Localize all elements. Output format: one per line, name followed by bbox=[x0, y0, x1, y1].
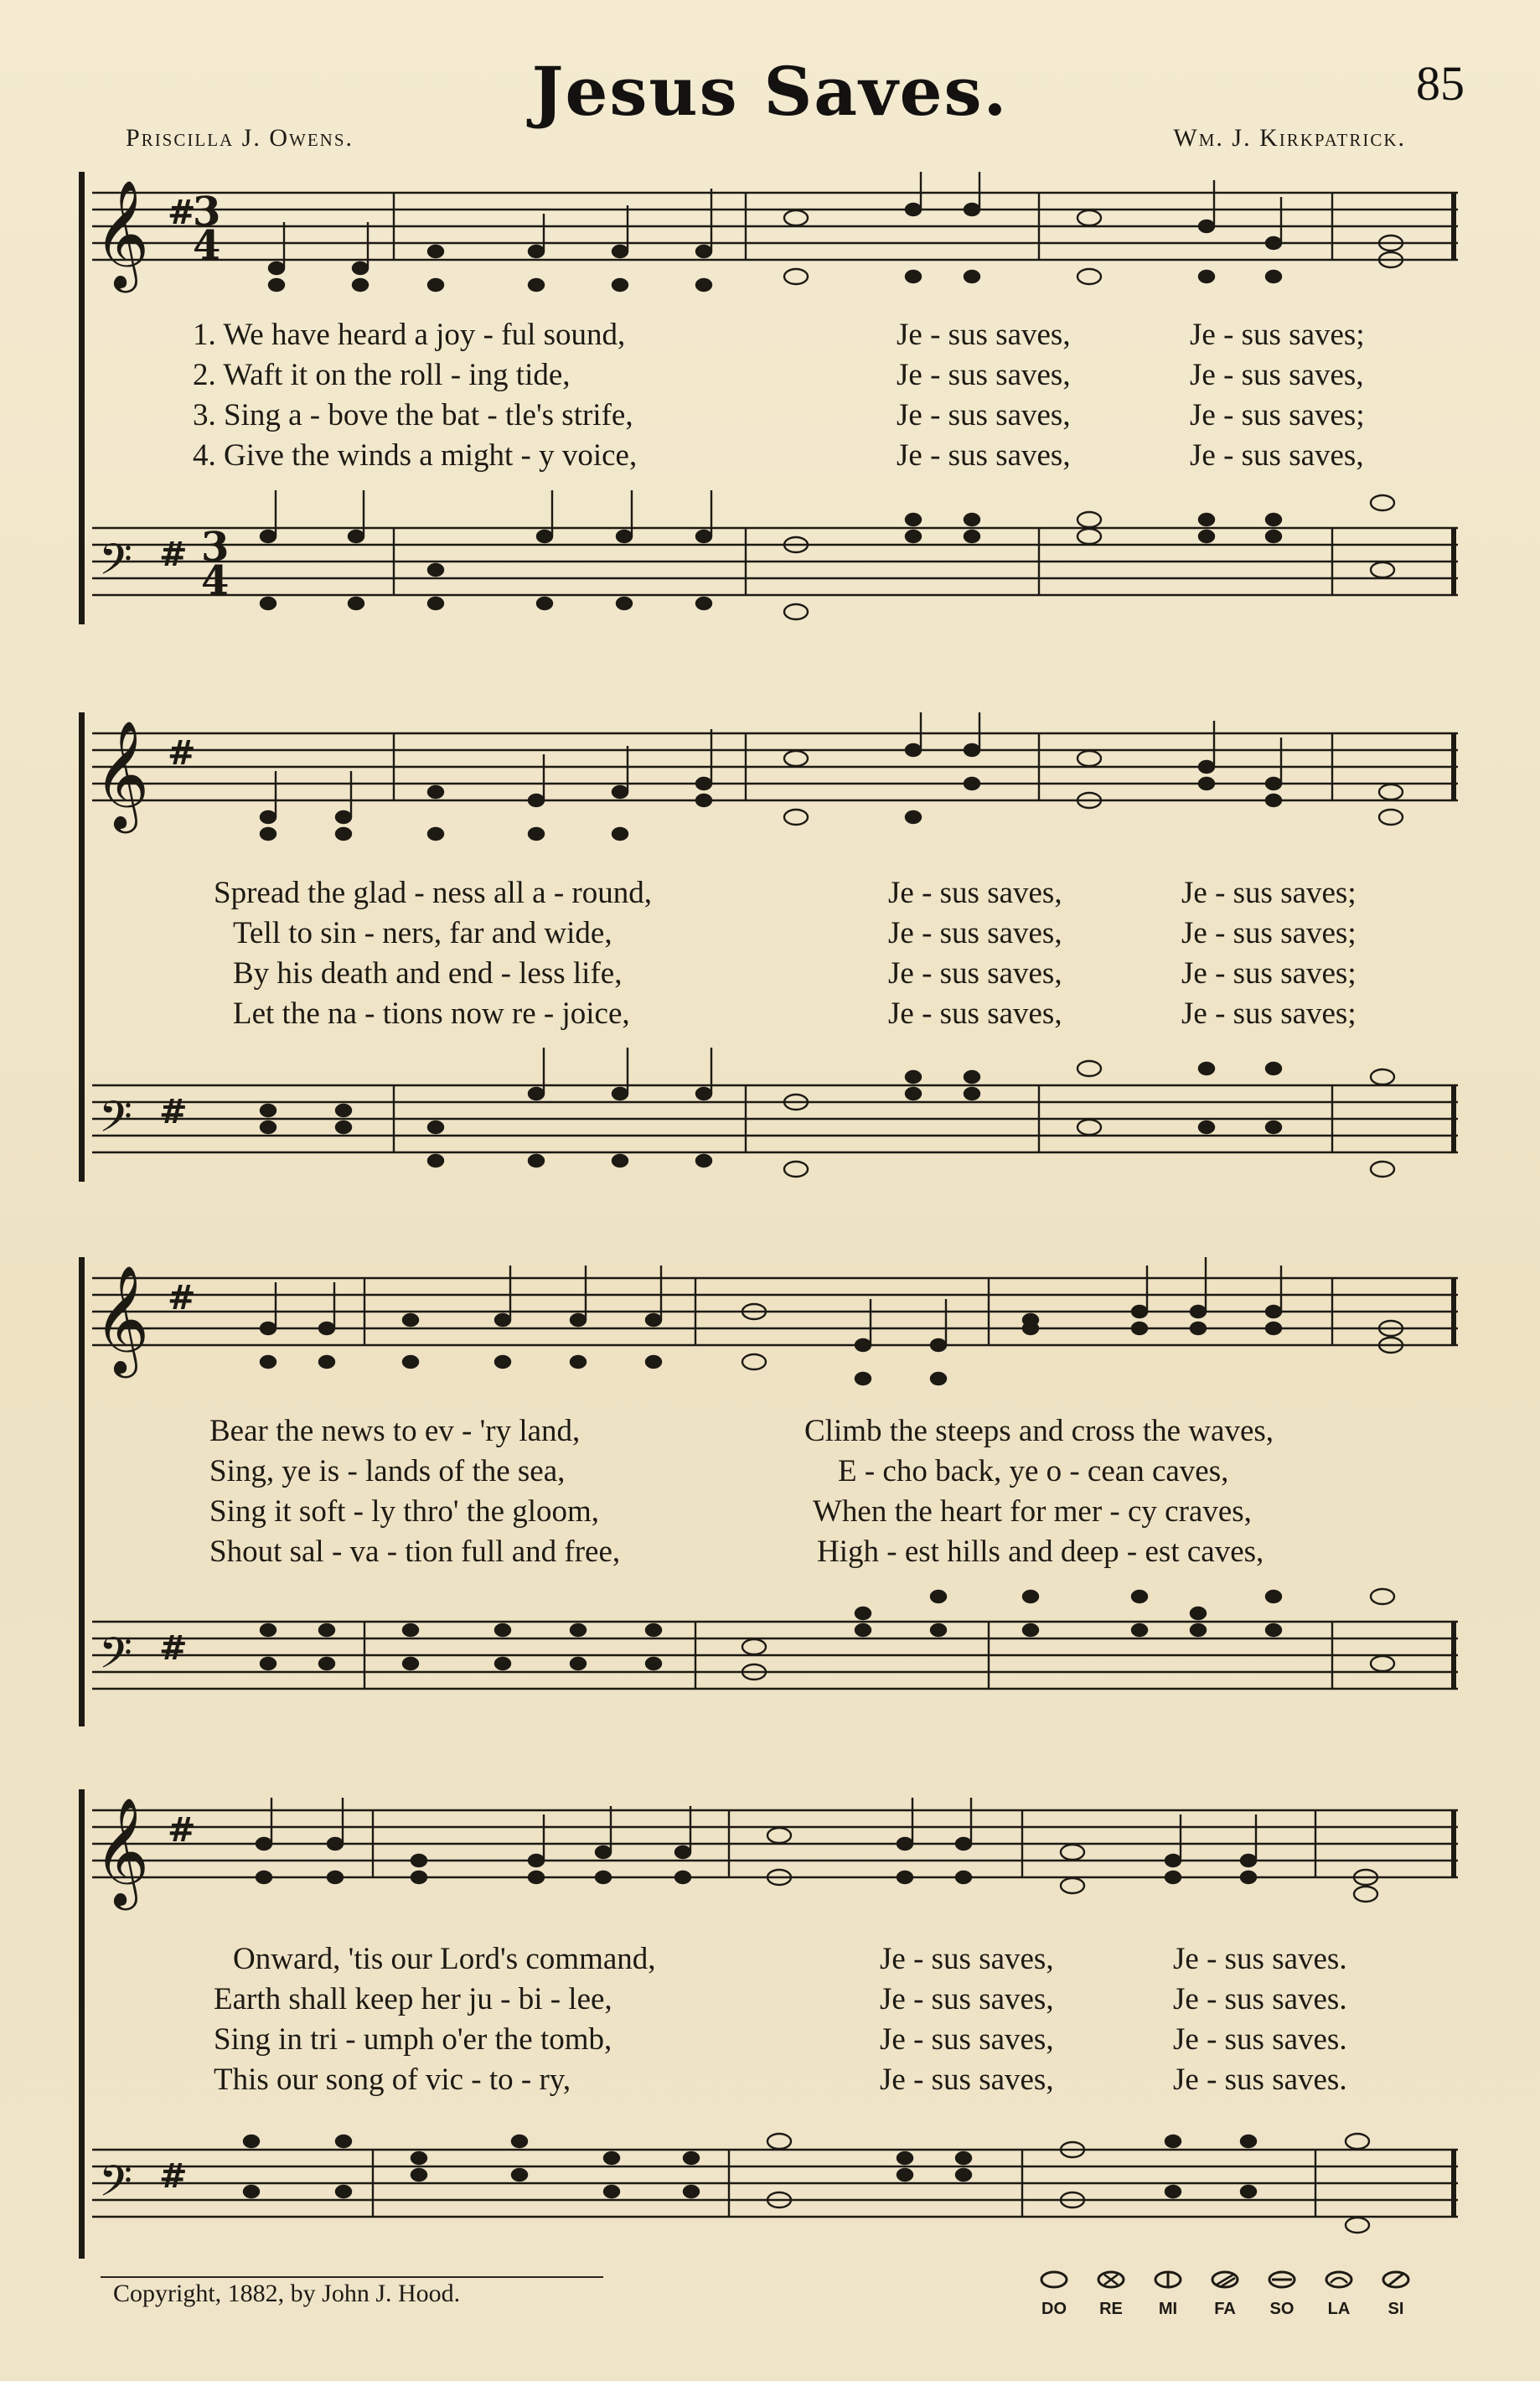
lyric-text: Je - sus saves, bbox=[880, 1942, 1054, 1976]
svg-text:#: # bbox=[168, 1810, 196, 1850]
svg-text:#: # bbox=[159, 2156, 188, 2196]
verse-4-line-2 bbox=[176, 996, 1450, 1036]
verse-1-line-3 bbox=[176, 1413, 1450, 1453]
svg-text:3: 3 bbox=[201, 524, 230, 571]
lyric-text: Je - sus saves. bbox=[1173, 2022, 1347, 2057]
lyric-text: Je - sus saves, bbox=[888, 996, 1062, 1031]
lyric-text: Je - sus saves. bbox=[1173, 1942, 1347, 1976]
fa-shape-icon bbox=[1210, 2270, 1240, 2290]
lyric-text: Je - sus saves; bbox=[1190, 318, 1365, 352]
solfa-re-label: RE bbox=[1099, 2300, 1123, 2318]
svg-text:𝄞: 𝄞 bbox=[94, 1797, 150, 1906]
lyric-text: Let the na - tions now re - joice, bbox=[233, 996, 630, 1031]
lyric-text: Je - sus saves, bbox=[897, 358, 1071, 392]
lyricist-credit: Priscilla J. Owens. bbox=[126, 124, 354, 152]
lyric-text: Sing, ye is - lands of the sea, bbox=[209, 1454, 566, 1488]
lyric-text: Je - sus saves, bbox=[897, 398, 1071, 432]
lyric-text: Je - sus saves; bbox=[1181, 956, 1357, 991]
do-shape-icon bbox=[1039, 2270, 1069, 2290]
lyric-text: Je - sus saves, bbox=[888, 876, 1062, 910]
mi-shape-icon bbox=[1153, 2270, 1183, 2290]
svg-text:3: 3 bbox=[193, 189, 221, 236]
lyric-text: Je - sus saves, bbox=[888, 916, 1062, 950]
lyric-text: E - cho back, ye o - cean caves, bbox=[838, 1454, 1229, 1488]
footer-rule bbox=[101, 2276, 603, 2278]
lyric-text: Je - sus saves, bbox=[1190, 358, 1364, 392]
svg-text:#: # bbox=[159, 1092, 188, 1131]
svg-text:𝄞: 𝄞 bbox=[94, 720, 150, 829]
si-shape-icon bbox=[1381, 2270, 1411, 2290]
verse-2-line-4 bbox=[176, 1981, 1450, 2021]
lyric-text: Shout sal - va - tion full and free, bbox=[209, 1535, 621, 1569]
solfa-legend bbox=[1039, 2270, 1441, 2328]
solfa-fa-label: FA bbox=[1214, 2300, 1236, 2318]
lyric-text: 4. Give the winds a might - y voice, bbox=[193, 438, 638, 473]
verse-2-line-1 bbox=[176, 357, 1450, 397]
lyric-text: 3. Sing a - bove the bat - tle's strife, bbox=[193, 398, 633, 432]
lyric-text: Je - sus saves. bbox=[1173, 2063, 1347, 2097]
lyric-text: This our song of vic - to - ry, bbox=[214, 2063, 571, 2097]
svg-text:𝄢: 𝄢 bbox=[99, 1091, 132, 1152]
lyric-text: Sing in tri - umph o'er the tomb, bbox=[214, 2022, 612, 2057]
lyric-text: Je - sus saves, bbox=[897, 438, 1071, 473]
svg-text:𝄢: 𝄢 bbox=[99, 534, 132, 595]
verse-3-line-1 bbox=[176, 397, 1450, 437]
svg-text:#: # bbox=[168, 1278, 196, 1317]
lyric-text: Je - sus saves. bbox=[1173, 1982, 1347, 2016]
lyric-text: 2. Waft it on the roll - ing tide, bbox=[193, 358, 571, 392]
solfa-mi-label: MI bbox=[1158, 2300, 1178, 2318]
svg-text:4: 4 bbox=[193, 222, 221, 269]
lyric-text: Earth shall keep her ju - bi - lee, bbox=[214, 1982, 612, 2016]
svg-text:𝄞: 𝄞 bbox=[94, 179, 150, 288]
lyric-text: Climb the steeps and cross the waves, bbox=[804, 1414, 1274, 1448]
lyric-text: Je - sus saves, bbox=[888, 956, 1062, 991]
lyric-text: High - est hills and deep - est caves, bbox=[817, 1535, 1264, 1569]
verse-3-line-3 bbox=[176, 1493, 1450, 1534]
verse-3-line-4 bbox=[176, 2021, 1450, 2062]
svg-text:#: # bbox=[159, 1628, 188, 1668]
lyrics-block-4 bbox=[176, 1941, 1450, 2102]
verse-4-line-4 bbox=[176, 2062, 1450, 2102]
re-shape-icon bbox=[1096, 2270, 1126, 2290]
solfa-do-label: DO bbox=[1041, 2300, 1067, 2318]
lyric-text: Onward, 'tis our Lord's command, bbox=[233, 1942, 656, 1976]
lyric-text: Bear the news to ev - 'ry land, bbox=[209, 1414, 581, 1448]
verse-2-line-3 bbox=[176, 1453, 1450, 1493]
lyric-text: Je - sus saves; bbox=[1190, 398, 1365, 432]
svg-text:𝄢: 𝄢 bbox=[99, 2156, 132, 2217]
lyric-text: Sing it soft - ly thro' the gloom, bbox=[209, 1494, 600, 1529]
lyric-text: Je - sus saves; bbox=[1181, 996, 1357, 1031]
lyric-text: 1. We have heard a joy - ful sound, bbox=[193, 318, 626, 352]
hymn-title: Jesus Saves. bbox=[531, 52, 1009, 131]
lyric-text: By his death and end - less life, bbox=[233, 956, 623, 991]
lyric-text: Je - sus saves, bbox=[1190, 438, 1364, 473]
verse-4-line-3 bbox=[176, 1534, 1450, 1574]
svg-text:𝄢: 𝄢 bbox=[99, 1628, 132, 1689]
lyric-text: Spread the glad - ness all a - round, bbox=[214, 876, 652, 910]
so-shape-icon bbox=[1267, 2270, 1297, 2290]
lyrics-block-2 bbox=[176, 875, 1450, 1036]
lyric-text: Je - sus saves; bbox=[1181, 876, 1357, 910]
svg-text:4: 4 bbox=[201, 557, 230, 604]
lyric-text: Je - sus saves, bbox=[880, 2063, 1054, 2097]
copyright-notice: Copyright, 1882, by John J. Hood. bbox=[113, 2280, 461, 2307]
verse-4-line-1 bbox=[176, 437, 1450, 478]
svg-text:#: # bbox=[159, 535, 188, 574]
lyric-text: Tell to sin - ners, far and wide, bbox=[233, 916, 612, 950]
lyrics-block-3 bbox=[176, 1413, 1450, 1574]
solfa-so-label: SO bbox=[1269, 2300, 1295, 2318]
la-shape-icon bbox=[1324, 2270, 1354, 2290]
lyric-text: When the heart for mer - cy craves, bbox=[813, 1494, 1252, 1529]
svg-text:𝄞: 𝄞 bbox=[94, 1265, 150, 1374]
lyric-text: Je - sus saves, bbox=[880, 1982, 1054, 2016]
svg-text:#: # bbox=[168, 733, 196, 773]
page-number: 85 bbox=[1416, 56, 1465, 111]
verse-1-line-2 bbox=[176, 875, 1450, 915]
solfa-la-label: LA bbox=[1327, 2300, 1351, 2318]
lyric-text: Je - sus saves; bbox=[1181, 916, 1357, 950]
composer-credit: Wm. J. Kirkpatrick. bbox=[1173, 124, 1406, 152]
verse-1-line-1 bbox=[176, 317, 1450, 357]
svg-text:#: # bbox=[168, 193, 196, 232]
verse-2-line-2 bbox=[176, 915, 1450, 955]
verse-3-line-2 bbox=[176, 955, 1450, 996]
lyrics-block-1 bbox=[176, 317, 1450, 478]
lyric-text: Je - sus saves, bbox=[880, 2022, 1054, 2057]
lyric-text: Je - sus saves, bbox=[897, 318, 1071, 352]
verse-1-line-4 bbox=[176, 1941, 1450, 1981]
solfa-si-label: SI bbox=[1388, 2300, 1404, 2318]
